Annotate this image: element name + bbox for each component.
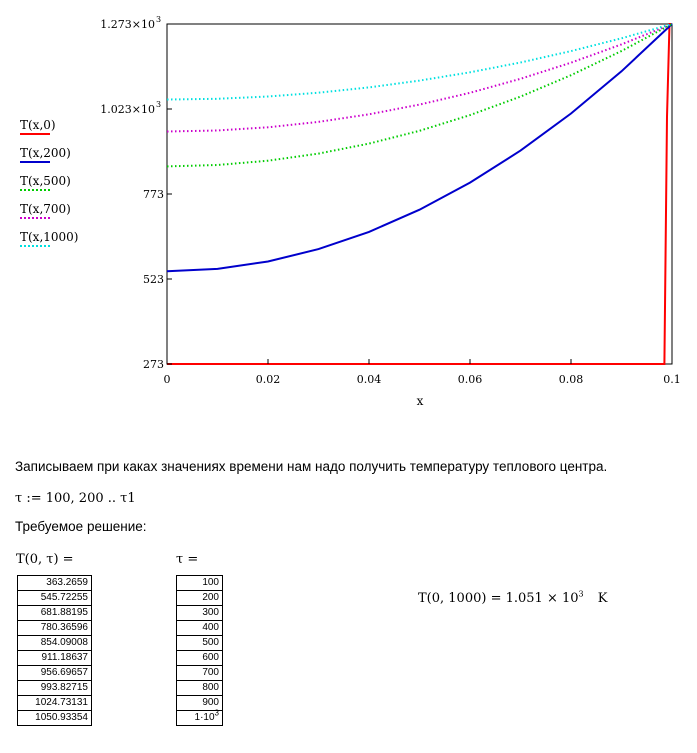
temperature-cell: 780.36596 — [18, 621, 92, 636]
table-row — [18, 681, 92, 696]
temperature-cell: 1024.73131 — [18, 696, 92, 711]
y-tick-exponent: 3 — [156, 15, 162, 24]
temperature-cell: 854.09008 — [18, 636, 92, 651]
legend-swatch — [20, 161, 50, 163]
temperature-cell: 363.2659 — [18, 576, 92, 591]
result-lhs: T(0, 1000) = 1.051 × 10 — [418, 591, 579, 606]
tau-cell: 500 — [177, 636, 223, 651]
plot-area — [167, 24, 672, 364]
table-right-header: τ = — [176, 552, 199, 567]
table-row — [18, 606, 92, 621]
table-row — [18, 696, 92, 711]
table-row — [177, 666, 223, 681]
legend-swatch — [20, 133, 50, 135]
table-row — [177, 651, 223, 666]
legend-swatch — [20, 245, 50, 247]
tau-cell: 100 — [177, 576, 223, 591]
legend-entry — [20, 230, 79, 258]
description-text: Записываем при каках значениях времени нам надо получить температуру теплового центра. — [15, 459, 608, 474]
chart-legend — [20, 118, 79, 258]
tau-cell: $1\cdot 10^3$ — [177, 711, 223, 726]
legend-label: T(x,700) — [20, 202, 71, 216]
legend-entry — [20, 174, 79, 202]
y-tick-label: 273 — [143, 358, 164, 371]
required-solution-label: Требуемое решение: — [15, 519, 147, 534]
legend-entry — [20, 146, 79, 174]
x-tick-label: 0.1 — [663, 373, 681, 386]
table-row — [18, 576, 92, 591]
tau-cell: 400 — [177, 621, 223, 636]
y-tick-label: 1.273×10 — [100, 18, 155, 31]
tau-cell: 900 — [177, 696, 223, 711]
table-row — [177, 576, 223, 591]
table-row — [177, 591, 223, 606]
x-tick-label: 0 — [163, 373, 171, 386]
table-row — [177, 636, 223, 651]
result-unit: K — [597, 591, 608, 606]
temperature-results-table — [17, 575, 92, 726]
legend-label: T(x,0) — [20, 118, 56, 132]
tau-cell: 700 — [177, 666, 223, 681]
legend-label: T(x,1000) — [20, 230, 79, 244]
result-exponent: 3 — [578, 589, 584, 599]
result-expression — [418, 591, 607, 606]
temperature-cell: 956.69657 — [18, 666, 92, 681]
temperature-cell: 545.72255 — [18, 591, 92, 606]
table-left-header: T(0, τ) = — [16, 552, 74, 567]
temperature-cell: 911.18637 — [18, 651, 92, 666]
table-row — [177, 606, 223, 621]
legend-swatch — [20, 217, 50, 219]
table-row — [177, 621, 223, 636]
temperature-cell: 681.88195 — [18, 606, 92, 621]
legend-label: T(x,200) — [20, 146, 71, 160]
tau-cell: 200 — [177, 591, 223, 606]
tau-definition[interactable]: τ := 100, 200 .. τ1 — [15, 491, 136, 506]
table-row — [177, 711, 223, 726]
x-tick-label: 0.04 — [356, 373, 382, 386]
tau-cell: 300 — [177, 606, 223, 621]
x-axis-label: x — [416, 394, 424, 408]
y-tick-label: 523 — [143, 273, 164, 286]
table-row — [18, 591, 92, 606]
x-tick-label: 0.06 — [457, 373, 483, 386]
table-row — [18, 636, 92, 651]
y-tick-label: 1.023×10 — [100, 103, 155, 116]
tau-cell: 800 — [177, 681, 223, 696]
table-row — [18, 666, 92, 681]
tau-values-table — [176, 575, 223, 726]
y-tick-label: 773 — [143, 188, 164, 201]
legend-entry — [20, 202, 79, 230]
y-tick-exponent: 3 — [156, 100, 162, 109]
legend-swatch — [20, 189, 50, 191]
table-row — [18, 621, 92, 636]
temperature-cell: 1050.93354 — [18, 711, 92, 726]
x-tick-label: 0.02 — [255, 373, 281, 386]
legend-entry — [20, 118, 79, 146]
temperature-cell: 993.82715 — [18, 681, 92, 696]
tau-cell: 600 — [177, 651, 223, 666]
table-row — [18, 711, 92, 726]
table-row — [18, 651, 92, 666]
x-tick-label: 0.08 — [558, 373, 584, 386]
table-row — [177, 681, 223, 696]
legend-label: T(x,500) — [20, 174, 71, 188]
